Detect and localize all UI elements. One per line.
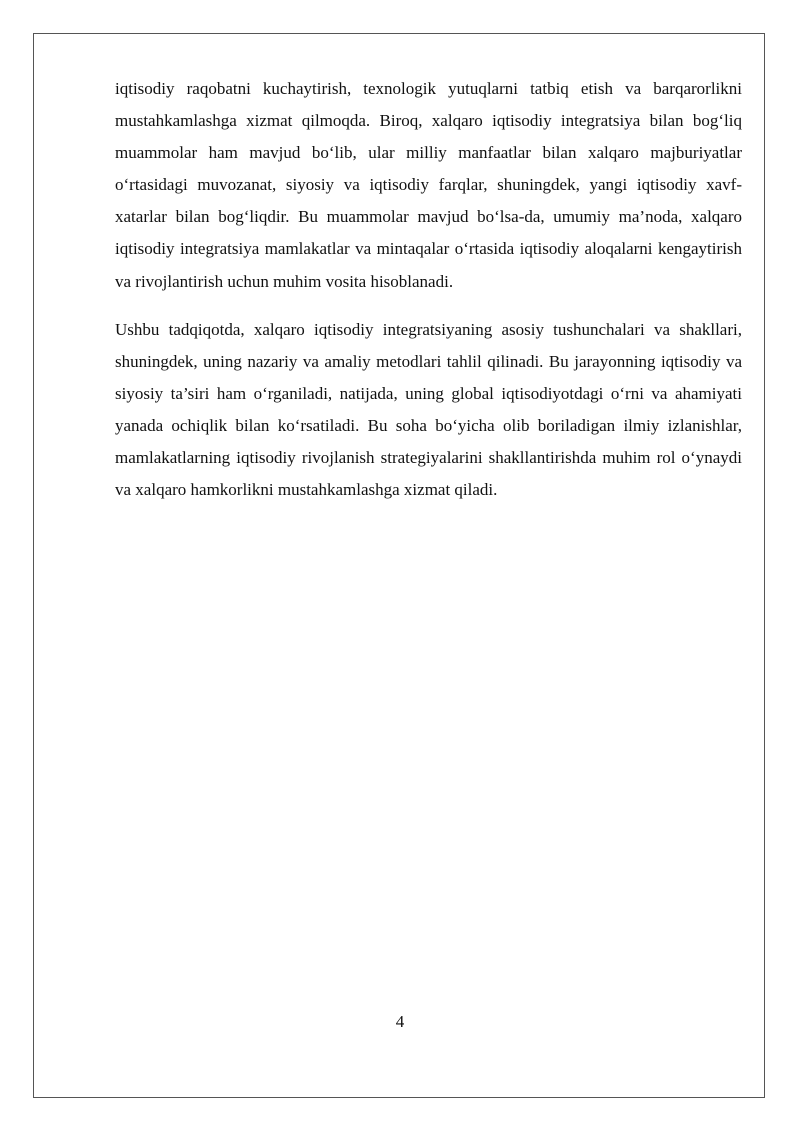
page-number: 4 <box>395 1012 405 1031</box>
paragraph-2: Ushbu tadqiqotda, xalqaro iqtisodiy integratsiyaning asosiy tushunchalari va shakllari, shuningdek, uning nazariy va amaliy metodlari tahlil qilinadi. Bu jarayonning iqtisodiy va siyosiy ta’siri ham o‘rganiladi, natijada, uning global iqtisodiyotdagi o‘rni va ahamiyati yanada ochiqlik bilan ko‘rsatiladi. Bu soha bo‘yicha olib boriladigan ilmiy izlanishlar, mamlakatlarning iqtisodiy rivojlanish strategiyalarini shakllantirishda muhim rol o‘ynaydi va xalqaro hamkorlikni mustahkamlashga xizmat qiladi. <box>115 319 742 500</box>
paragraph-1: iqtisodiy raqobatni kuchaytirish, texnologik yutuqlarni tatbiq etish va barqarorlikni mustahkamlashga xizmat qilmoqda. Biroq, xalqaro iqtisodiy integratsiya bilan bog‘liq muammolar ham mavjud bo‘lib, ular milliy manfaatlar bilan xalqaro majburiyatlar o‘rtasidagi muvozanat, siyosiy va iqtisodiy farqlar, shuningdek, yangi iqtisodiy xavf-xatarlar bilan bog‘liqdir. Bu muammolar mavjud bo‘lsa-da, umumiy ma’noda, xalqaro iqtisodiy integratsiya mamlakatlar va mintaqalar o‘rtasida iqtisodiy aloqalarni kengaytirish va rivojlantirish uchun muhim vosita hisoblanadi. <box>115 79 742 291</box>
document-body <box>115 73 742 506</box>
